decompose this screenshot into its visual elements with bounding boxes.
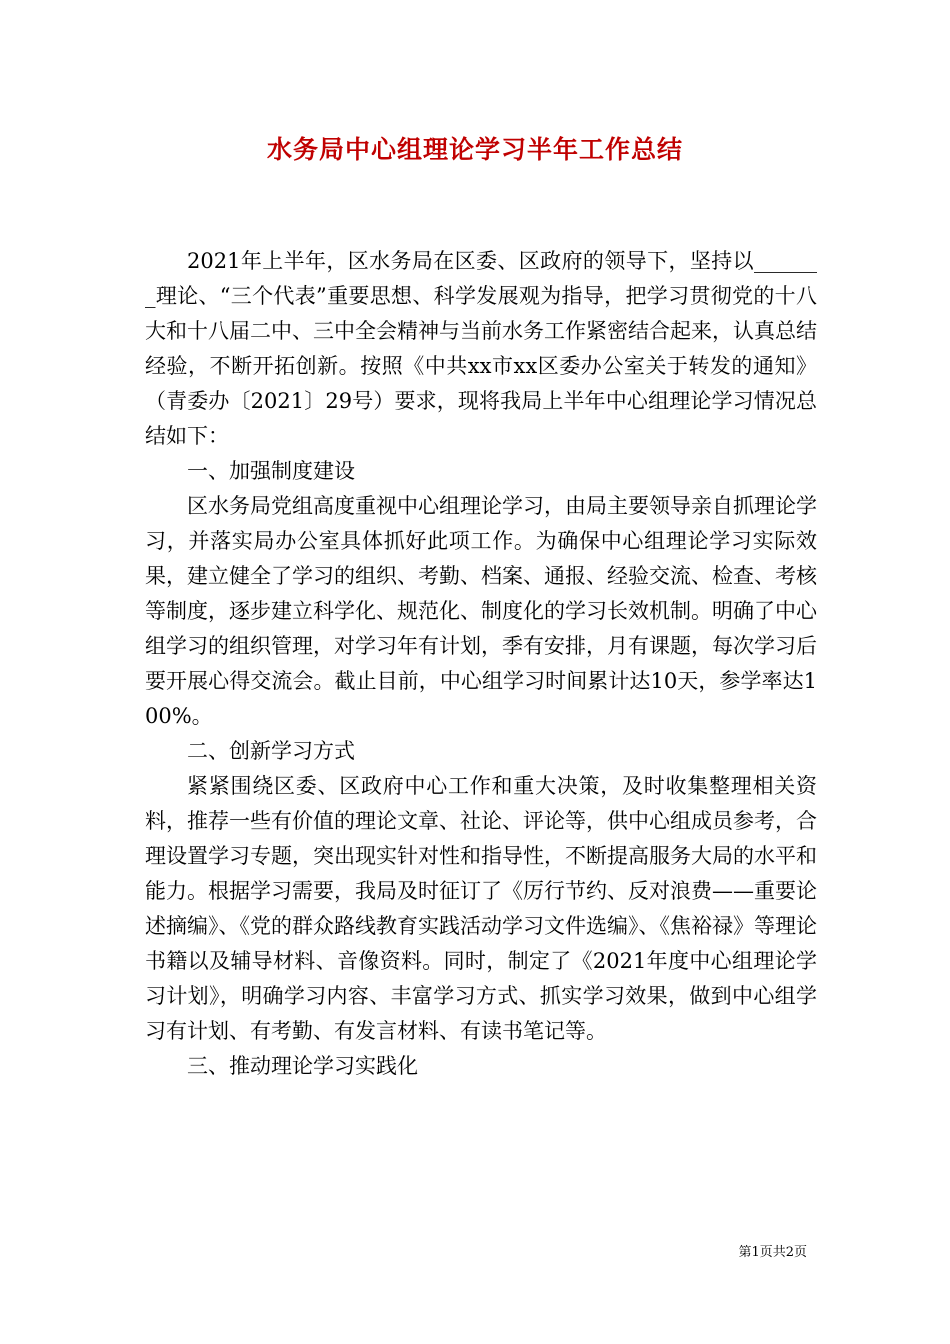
document-body xyxy=(145,244,817,1084)
page-number: 第1页共2页 xyxy=(738,1245,807,1260)
section-body-2: 紧紧围绕区委、区政府中心工作和重大决策，及时收集整理相关资料，推荐一些有价值的理论文章、社论、评论等，供中心组成员参考，合理设置学习专题，突出现实针对性和指导性，不断提高服务大局的水平和能力。根据学习需要，我局及时征订了《厉行节约、反对浪费——重要论述摘编》、《党的群众路线教育实践活动学习文件选编》、《焦裕禄》等理论书籍以及辅导材料、音像资料。同时，制定了《2021年度中心组理论学习计划》，明确学习内容、丰富学习方式、抓实学习效果，做到中心组学习有计划、有考勤、有发言材料、有读书笔记等。 xyxy=(145,774,817,1043)
section-heading-1: 一、加强制度建设 xyxy=(187,459,355,483)
section-heading-3: 三、推动理论学习实践化 xyxy=(187,1054,418,1078)
section-body-1: 区水务局党组高度重视中心组理论学习，由局主要领导亲自抓理论学习，并落实局办公室具体抓好此项工作。为确保中心组理论学习实际效果，建立健全了学习的组织、考勤、档案、通报、经验交流、检查、考核等制度，逐步建立科学化、规范化、制度化的学习长效机制。明确了中心组学习的组织管理，对学习年有计划，季有安排，月有课题，每次学习后要开展心得交流会。截止目前，中心组学习时间累计达10天，参学率达100%。 xyxy=(145,494,817,728)
page-title: 水务局中心组理论学习半年工作总结 xyxy=(266,135,683,164)
intro-paragraph: 2021年上半年，区水务局在区委、区政府的领导下，坚持以_______理论、“三个代表”重要思想、科学发展观为指导，把学习贯彻党的十八大和十八届二中、三中全会精神与当前水务工作紧密结合起来，认真总结经验，不断开拓创新。按照《中共xx市xx区委办公室关于转发的通知》（青委办〔2021〕29号）要求，现将我局上半年中心组理论学习情况总结如下： xyxy=(145,249,817,448)
section-heading-2: 二、创新学习方式 xyxy=(187,739,355,763)
